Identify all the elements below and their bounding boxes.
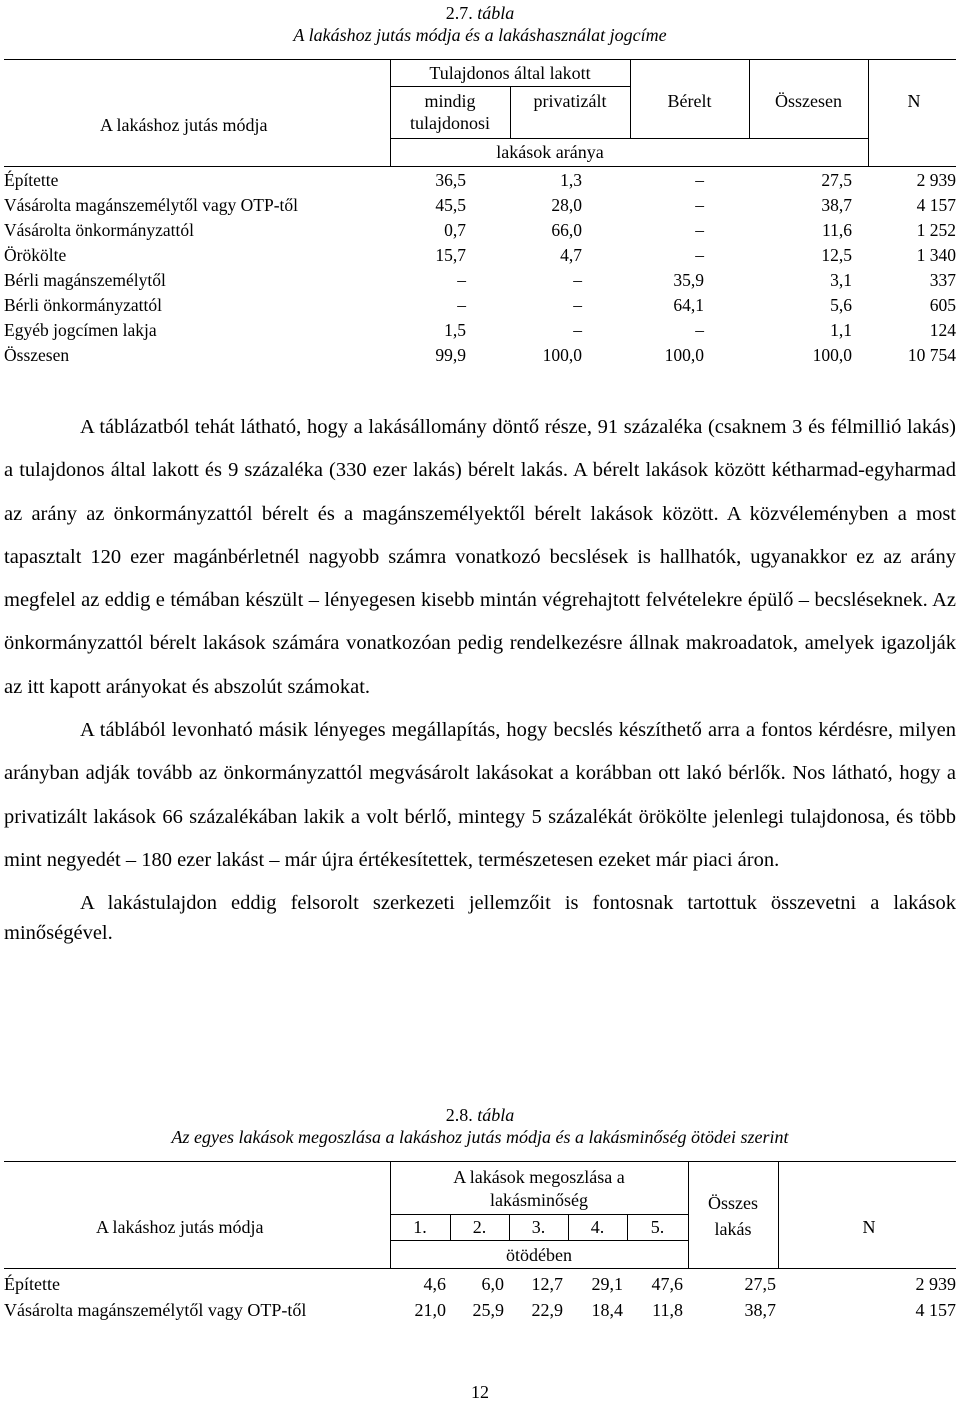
cell-n: 1 340 — [916, 245, 956, 265]
cell-mindig: 1,5 — [444, 320, 466, 340]
row-label: Vásárolta magánszemélytől vagy OTP-től — [4, 195, 299, 215]
cell-privatizalt: 28,0 — [551, 195, 582, 215]
cell-berelt: – — [695, 245, 704, 265]
table2-quintile-top-rule — [390, 1214, 688, 1215]
table2-col-osszes — [688, 1190, 778, 1242]
cell-privatizalt: 100,0 — [542, 345, 582, 365]
row-label: Örökölte — [4, 245, 67, 265]
cell-privatizalt: – — [573, 295, 582, 315]
table2-row-header: A lakáshoz jutás módja — [96, 1217, 264, 1237]
table2-top-rule — [4, 1161, 956, 1162]
cell-q3: 22,9 — [531, 1300, 563, 1320]
cell-berelt: 64,1 — [673, 295, 704, 315]
table-row — [0, 193, 960, 218]
cell-q2: 6,0 — [481, 1274, 504, 1294]
table1-caption — [0, 2, 960, 46]
table2-title: Az egyes lakások megoszlása a lakáshoz jutás módja és a lakásminőség ötödei szerint — [171, 1127, 789, 1147]
table2-group-header-line1: A lakások megoszlása a — [453, 1167, 625, 1187]
table2-word: tábla — [477, 1105, 515, 1125]
cell-osszes: 27,5 — [744, 1274, 776, 1294]
table-row — [0, 1297, 960, 1323]
paragraph-2: A táblából levonható másik lényeges megállapítás, hogy becslés készíthető arra a fontos kérdésre, milyen arányban adják tovább az önkormányzattól megvásárolt lakásokat a korábban ott lakó bérlők. Nos látható, hogy a privatizált lakások 66 százalékában lakik a volt bérlő, mintegy 5 százalékát örökölte jelenlegi tulajdonosa, és több mint negyedét – 180 ezer lakást – már újra értékesítettek, természetesen ezeket már piaci áron. — [4, 719, 956, 871]
row-label: Összesen — [4, 345, 70, 365]
cell-n: 2 939 — [915, 1274, 956, 1294]
table-row-total — [0, 343, 960, 368]
cell-n: 337 — [929, 270, 956, 290]
cell-berelt: 100,0 — [664, 345, 704, 365]
cell-n: 1 252 — [916, 220, 956, 240]
cell-osszesen: 100,0 — [812, 345, 852, 365]
cell-q5: 47,6 — [651, 1274, 683, 1294]
cell-privatizalt: – — [573, 270, 582, 290]
table-row — [0, 168, 960, 193]
table2-group-header — [390, 1166, 688, 1212]
cell-privatizalt: 4,7 — [560, 245, 582, 265]
table1-title: A lakáshoz jutás módja és a lakáshasználat jogcíme — [293, 25, 667, 45]
table1-col-privatizalt: privatizált — [533, 91, 607, 111]
body-text — [4, 406, 956, 948]
table2-header-rule — [4, 1268, 956, 1269]
cell-privatizalt: 1,3 — [560, 170, 582, 190]
cell-mindig: 99,9 — [435, 345, 466, 365]
table-row — [0, 218, 960, 243]
cell-osszesen: 11,6 — [822, 220, 852, 240]
row-label: Bérli magánszemélytől — [4, 270, 166, 290]
table2-number: 2.8. — [445, 1105, 473, 1125]
table1-col-osszesen: Összesen — [775, 91, 842, 111]
cell-osszesen: 5,6 — [830, 295, 852, 315]
row-label: Vásárolta magánszemélytől vagy OTP-től — [4, 1300, 307, 1320]
cell-n: 10 754 — [907, 345, 956, 365]
table-row — [0, 1271, 960, 1297]
cell-q4: 29,1 — [591, 1274, 623, 1294]
table2-quintile-bottom-rule — [390, 1240, 688, 1241]
table-row — [0, 318, 960, 343]
cell-n: 2 939 — [916, 170, 956, 190]
paragraph-3: A lakástulajdon eddig felsorolt szerkezeti jellemzőit is fontosnak tartottuk összevetni a lakások minőségével. — [4, 892, 956, 945]
table2-vline-c — [778, 1161, 779, 1268]
table-row — [0, 293, 960, 318]
cell-mindig: 45,5 — [435, 195, 466, 215]
cell-q2: 25,9 — [472, 1300, 504, 1320]
table-row — [0, 268, 960, 293]
cell-berelt: – — [695, 220, 704, 240]
table1-col-berelt: Bérelt — [667, 91, 712, 111]
table1-col-n: N — [907, 91, 921, 111]
table1-top-rule — [4, 59, 956, 60]
table2-col-osszes-line1: Összes — [708, 1193, 758, 1213]
table2-caption — [0, 1104, 960, 1148]
table2-quintile-4: 4. — [590, 1217, 605, 1237]
cell-mindig: 15,7 — [435, 245, 466, 265]
cell-berelt: – — [695, 170, 704, 190]
table2-col-n: N — [862, 1217, 876, 1237]
cell-n: 4 157 — [916, 195, 956, 215]
cell-berelt: – — [695, 195, 704, 215]
page-number: 12 — [471, 1382, 489, 1402]
table1-col-mindig-line1: mindig — [424, 91, 476, 111]
row-label: Bérli önkormányzattól — [4, 295, 162, 315]
table2-col-osszes-line2: lakás — [714, 1219, 752, 1239]
cell-osszesen: 1,1 — [830, 320, 852, 340]
table2-group-header-line2: lakásminőség — [490, 1190, 588, 1210]
cell-mindig: – — [457, 295, 466, 315]
cell-q3: 12,7 — [531, 1274, 563, 1294]
cell-privatizalt: – — [573, 320, 582, 340]
cell-q1: 4,6 — [423, 1274, 446, 1294]
cell-osszesen: 27,5 — [821, 170, 852, 190]
table1-word: tábla — [477, 3, 515, 23]
table1-unit-label: lakások aránya — [496, 142, 604, 162]
table-row — [0, 243, 960, 268]
table1-unit-rule — [390, 138, 868, 139]
cell-osszesen: 3,1 — [830, 270, 852, 290]
row-label: Építette — [4, 1274, 60, 1294]
table1-vline-e — [868, 59, 869, 166]
table1-header-rule — [4, 166, 956, 167]
table2-quintile-label: ötödében — [506, 1245, 572, 1265]
cell-q5: 11,8 — [652, 1300, 683, 1320]
cell-osszesen: 38,7 — [821, 195, 852, 215]
cell-n: 605 — [929, 295, 956, 315]
cell-q1: 21,0 — [414, 1300, 446, 1320]
cell-privatizalt: 66,0 — [551, 220, 582, 240]
table2-quintile-3: 3. — [531, 1217, 546, 1237]
cell-berelt: – — [695, 320, 704, 340]
table1-group-header: Tulajdonos által lakott — [429, 63, 591, 83]
cell-mindig: – — [457, 270, 466, 290]
cell-n: 4 157 — [915, 1300, 956, 1320]
row-label: Építette — [4, 170, 59, 190]
table1-col-mindig — [390, 90, 510, 134]
row-label: Egyéb jogcímen lakja — [4, 320, 157, 340]
cell-mindig: 36,5 — [435, 170, 466, 190]
table1-col-mindig-line2: tulajdonosi — [410, 113, 490, 133]
table2-quintile-5: 5. — [650, 1217, 665, 1237]
cell-q4: 18,4 — [591, 1300, 623, 1320]
table2-quintile-2: 2. — [472, 1217, 487, 1237]
cell-osszesen: 12,5 — [821, 245, 852, 265]
paragraph-1: A táblázatból tehát látható, hogy a lakásállomány döntő része, 91 százaléka (csaknem 3 és félmillió lakás) a tulajdonos által lakott és 9 százaléka (330 ezer lakás) bérelt lakás. A bérelt lakások között kétharmad-egyharmad az arány az önkormányzattól bérelt és a magánszemélyektől bérelt lakások között. A közvéleményben a most tapasztalt 120 ezer magánbérletnél nagyobb számra vonatkozó becslések is hallhatók, ugyanakkor ez az arány megfelel az eddig e témában készült – lényegesen kisebb mintán végrehajtott felvételekre épülő – becsléseknek. Az önkormányzattól bérelt lakások számára vonatkozóan pedig rendelkezésre állnak makroadatok, amelyek igazolják az itt kapott arányokat és abszolút számokat. — [4, 416, 956, 698]
cell-osszes: 38,7 — [744, 1300, 776, 1320]
table2-quintile-1: 1. — [413, 1217, 427, 1237]
cell-berelt: 35,9 — [673, 270, 704, 290]
table1-number: 2.7. — [445, 3, 473, 23]
cell-mindig: 0,7 — [444, 220, 466, 240]
cell-n: 124 — [929, 320, 956, 340]
row-label: Vásárolta önkormányzattól — [4, 220, 195, 240]
table1-row-header: A lakáshoz jutás módja — [100, 115, 268, 135]
